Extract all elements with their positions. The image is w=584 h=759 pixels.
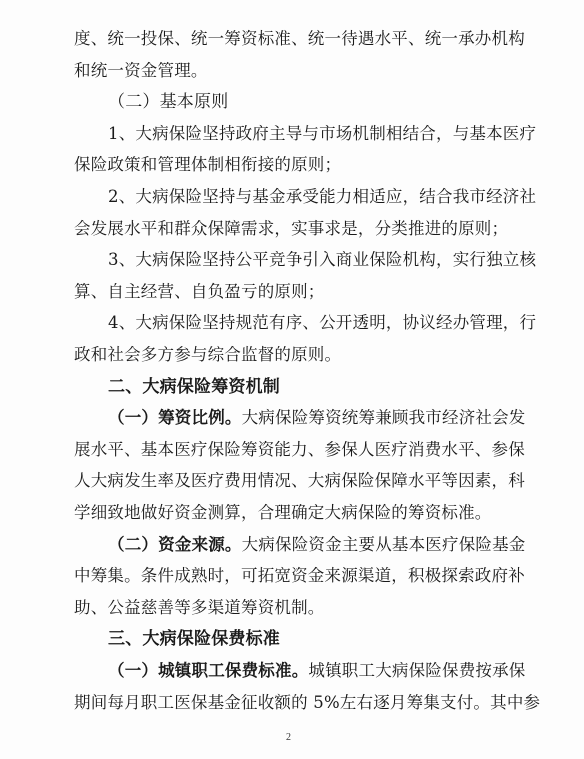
- text-line: 算、自主经营、自负盈亏的原则；: [74, 281, 325, 301]
- text-line: 展水平、基本医疗保险筹资能力、参保人医疗消费水平、参保: [74, 439, 525, 459]
- text-line: 和统一资金管理。: [74, 60, 208, 80]
- text-line: 会发展水平和群众保障需求，实事求是，分类推进的原则；: [74, 218, 509, 238]
- text-line: 中筹集。条件成熟时，可拓宽资金来源渠道，积极探索政府补: [74, 566, 525, 586]
- inline-text: 城镇职工大病保险保费按承保: [308, 661, 526, 680]
- section-heading: 二、大病保险筹资机制: [108, 376, 280, 397]
- text-line: [108, 534, 526, 556]
- text-line: 人大病发生率及医疗费用情况、大病保险保障水平等因素，科: [74, 471, 525, 491]
- text-line: 3、大病保险坚持公平竞争引入商业保险机构，实行独立核: [108, 250, 537, 270]
- text-line: [108, 660, 526, 682]
- inline-heading: （一）城镇职工保费标准。: [108, 661, 309, 680]
- section-heading: 三、大病保险保费标准: [108, 629, 280, 650]
- section-subheading: （二）基本原则: [108, 92, 229, 113]
- text-line: 4、大病保险坚持规范有序、公开透明，协议经办管理，行: [108, 313, 537, 333]
- inline-text: 大病保险筹资统筹兼顾我市经济社会发: [241, 408, 526, 428]
- text-line: 2、大病保险坚持与基金承受能力相适应，结合我市经济社: [108, 187, 537, 206]
- inline-text: 大病保险资金主要从基本医疗保险基金: [241, 534, 526, 554]
- text-line: 学细致地做好资金测算，合理确定大病保险的筹资标准。: [74, 503, 492, 522]
- page-number: 2: [286, 732, 291, 743]
- text-line: 期间每月职工医保基金征收额的 5%左右逐月筹集支付。其中参: [74, 692, 541, 712]
- inline-heading: （二）资金来源。: [108, 534, 242, 554]
- text-line: [108, 407, 526, 429]
- text-line: 政和社会多方参与综合监督的原则。: [74, 345, 342, 364]
- inline-heading: （一）筹资比例。: [108, 408, 242, 428]
- text-line: 1、大病保险坚持政府主导与市场机制相结合，与基本医疗: [108, 123, 537, 143]
- text-line: 保险政策和管理体制相衔接的原则；: [74, 155, 342, 175]
- text-line: 助、公益慈善等多渠道筹资机制。: [74, 597, 325, 617]
- text-line: 度、统一投保、统一筹资标准、统一待遇水平、统一承办机构: [74, 29, 525, 48]
